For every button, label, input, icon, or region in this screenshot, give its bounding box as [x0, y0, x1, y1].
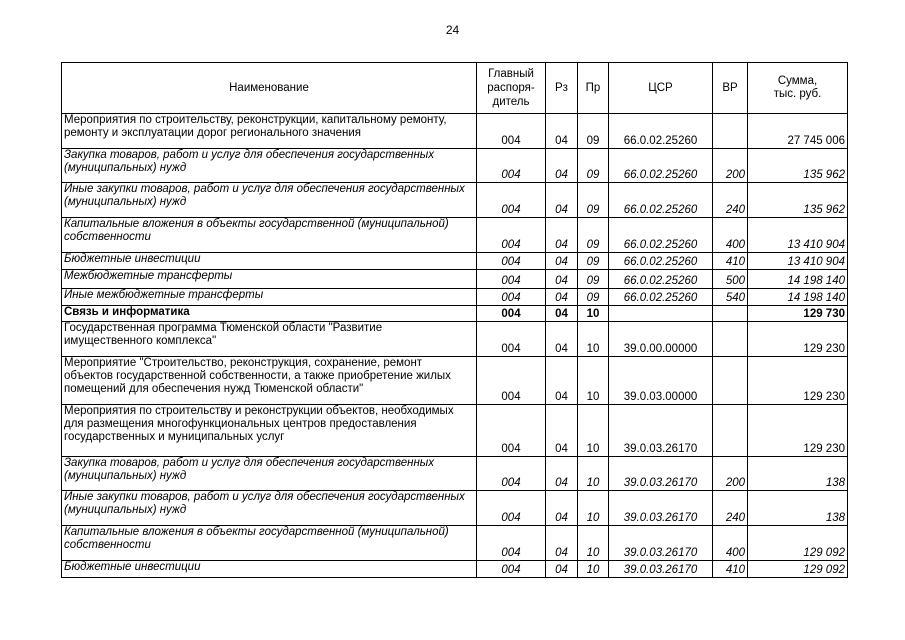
- row-name: Мероприятие "Строительство, реконструкция, сохранение, ремонт объектов государственной собственности, а также приобретение жилых помещений для обеспечения нужд Тюменской области": [62, 357, 477, 405]
- row-expense-type: 400: [713, 218, 748, 253]
- table-row: [62, 491, 848, 526]
- row-subsection: 10: [578, 526, 609, 561]
- header-main-manager-line2: распоря-: [487, 82, 535, 94]
- row-name: Иные закупки товаров, работ и услуг для обеспечения государственных (муниципальных) нужд: [62, 491, 477, 526]
- row-target-article: 39.0.03.26170: [609, 561, 713, 578]
- row-section: 04: [546, 561, 578, 578]
- table-header: [62, 63, 848, 114]
- row-main-manager: 004: [477, 289, 546, 306]
- row-section: 04: [546, 253, 578, 270]
- row-target-article: 66.0.02.25260: [609, 149, 713, 183]
- header-subsection: Пр: [578, 63, 609, 114]
- row-sum: 138: [748, 457, 848, 491]
- row-expense-type: 240: [713, 491, 748, 526]
- table-row: [62, 561, 848, 578]
- row-subsection: 09: [578, 149, 609, 183]
- row-subsection: 09: [578, 114, 609, 149]
- row-sum: 13 410 904: [748, 253, 848, 270]
- row-main-manager: 004: [477, 253, 546, 270]
- header-section: Рз: [546, 63, 578, 114]
- row-sum: 138: [748, 491, 848, 526]
- header-main-manager: [477, 63, 546, 114]
- row-sum: 129 230: [748, 322, 848, 357]
- row-subsection: 10: [578, 405, 609, 457]
- table-row: [62, 526, 848, 561]
- row-sum: 14 198 140: [748, 289, 848, 306]
- row-name: Межбюджетные трансферты: [62, 270, 477, 289]
- row-section: 04: [546, 457, 578, 491]
- row-expense-type: 410: [713, 561, 748, 578]
- row-target-article: [609, 306, 713, 322]
- row-main-manager: 004: [477, 526, 546, 561]
- table-row: [62, 149, 848, 183]
- budget-table: [61, 62, 848, 578]
- header-sum-line1: Сумма,: [777, 75, 818, 87]
- row-section: 04: [546, 218, 578, 253]
- row-expense-type: [713, 114, 748, 149]
- row-name: Капитальные вложения в объекты государственной (муниципальной) собственности: [62, 526, 477, 561]
- row-main-manager: 004: [477, 491, 546, 526]
- header-sum: [748, 63, 848, 114]
- table-row: [62, 114, 848, 149]
- row-subsection: 09: [578, 218, 609, 253]
- row-main-manager: 004: [477, 405, 546, 457]
- row-sum: 129 730: [748, 306, 848, 322]
- table-row: [62, 270, 848, 289]
- row-name: Связь и информатика: [62, 306, 477, 322]
- row-section: 04: [546, 306, 578, 322]
- row-subsection: 09: [578, 253, 609, 270]
- row-subsection: 09: [578, 289, 609, 306]
- row-section: 04: [546, 491, 578, 526]
- row-subsection: 10: [578, 491, 609, 526]
- row-main-manager: 004: [477, 183, 546, 218]
- header-expense-type: ВР: [713, 63, 748, 114]
- row-section: 04: [546, 289, 578, 306]
- header-sum-line2: тыс. руб.: [773, 88, 822, 100]
- row-name: Государственная программа Тюменской области "Развитие имущественного комплекса": [62, 322, 477, 357]
- row-sum: 135 962: [748, 149, 848, 183]
- row-expense-type: 400: [713, 526, 748, 561]
- row-name: Капитальные вложения в объекты государственной (муниципальной) собственности: [62, 218, 477, 253]
- row-target-article: 39.0.03.26170: [609, 405, 713, 457]
- row-expense-type: [713, 357, 748, 405]
- table-row: [62, 183, 848, 218]
- row-section: 04: [546, 322, 578, 357]
- row-target-article: 66.0.02.25260: [609, 270, 713, 289]
- row-section: 04: [546, 149, 578, 183]
- row-name: Иные закупки товаров, работ и услуг для обеспечения государственных (муниципальных) нужд: [62, 183, 477, 218]
- row-name: Бюджетные инвестиции: [62, 561, 477, 578]
- row-sum: 135 962: [748, 183, 848, 218]
- row-subsection: 10: [578, 357, 609, 405]
- row-subsection: 10: [578, 457, 609, 491]
- row-main-manager: 004: [477, 306, 546, 322]
- row-section: 04: [546, 270, 578, 289]
- header-main-manager-line1: Главный: [488, 68, 534, 80]
- row-section: 04: [546, 405, 578, 457]
- row-sum: 13 410 904: [748, 218, 848, 253]
- row-expense-type: [713, 306, 748, 322]
- row-expense-type: 500: [713, 270, 748, 289]
- page-number: 24: [445, 23, 460, 37]
- header-target-article: ЦСР: [609, 63, 713, 114]
- table-row: [62, 253, 848, 270]
- row-sum: 129 230: [748, 405, 848, 457]
- table-row: [62, 457, 848, 491]
- row-main-manager: 004: [477, 270, 546, 289]
- row-target-article: 66.0.02.25260: [609, 114, 713, 149]
- row-sum: 129 092: [748, 561, 848, 578]
- header-main-manager-line3: дитель: [492, 96, 530, 108]
- table-body: [62, 114, 848, 578]
- row-target-article: 66.0.02.25260: [609, 183, 713, 218]
- row-sum: 129 230: [748, 357, 848, 405]
- row-expense-type: 240: [713, 183, 748, 218]
- row-expense-type: 410: [713, 253, 748, 270]
- row-sum: 27 745 006: [748, 114, 848, 149]
- row-section: 04: [546, 357, 578, 405]
- row-target-article: 39.0.03.26170: [609, 526, 713, 561]
- row-subsection: 09: [578, 270, 609, 289]
- table-row: [62, 306, 848, 322]
- row-main-manager: 004: [477, 457, 546, 491]
- row-main-manager: 004: [477, 114, 546, 149]
- row-target-article: 66.0.02.25260: [609, 253, 713, 270]
- table-row: [62, 405, 848, 457]
- row-target-article: 39.0.03.26170: [609, 457, 713, 491]
- row-target-article: 39.0.03.00000: [609, 357, 713, 405]
- row-subsection: 10: [578, 561, 609, 578]
- row-target-article: 39.0.00.00000: [609, 322, 713, 357]
- row-expense-type: [713, 405, 748, 457]
- row-name: Закупка товаров, работ и услуг для обеспечения государственных (муниципальных) нужд: [62, 149, 477, 183]
- header-name: Наименование: [62, 63, 477, 114]
- row-section: 04: [546, 183, 578, 218]
- row-subsection: 10: [578, 322, 609, 357]
- row-section: 04: [546, 114, 578, 149]
- row-main-manager: 004: [477, 357, 546, 405]
- table-row: [62, 218, 848, 253]
- row-subsection: 09: [578, 183, 609, 218]
- table-row: [62, 289, 848, 306]
- row-name: Мероприятия по строительству, реконструкции, капитальному ремонту, ремонту и эксплуатации дорог регионального значения: [62, 114, 477, 149]
- row-subsection: 10: [578, 306, 609, 322]
- table-row: [62, 357, 848, 405]
- row-name: Иные межбюджетные трансферты: [62, 289, 477, 306]
- row-main-manager: 004: [477, 322, 546, 357]
- row-expense-type: 200: [713, 149, 748, 183]
- row-sum: 129 092: [748, 526, 848, 561]
- row-expense-type: 200: [713, 457, 748, 491]
- row-target-article: 39.0.03.26170: [609, 491, 713, 526]
- row-sum: 14 198 140: [748, 270, 848, 289]
- row-name: Бюджетные инвестиции: [62, 253, 477, 270]
- row-main-manager: 004: [477, 561, 546, 578]
- row-main-manager: 004: [477, 218, 546, 253]
- row-main-manager: 004: [477, 149, 546, 183]
- row-target-article: 66.0.02.25260: [609, 218, 713, 253]
- row-expense-type: [713, 322, 748, 357]
- row-section: 04: [546, 526, 578, 561]
- row-expense-type: 540: [713, 289, 748, 306]
- row-name: Мероприятия по строительству и реконструкции объектов, необходимых для размещения многофункциональных центров предоставления государственных и муниципальных услуг: [62, 405, 477, 457]
- row-name: Закупка товаров, работ и услуг для обеспечения государственных (муниципальных) нужд: [62, 457, 477, 491]
- table-row: [62, 322, 848, 357]
- row-target-article: 66.0.02.25260: [609, 289, 713, 306]
